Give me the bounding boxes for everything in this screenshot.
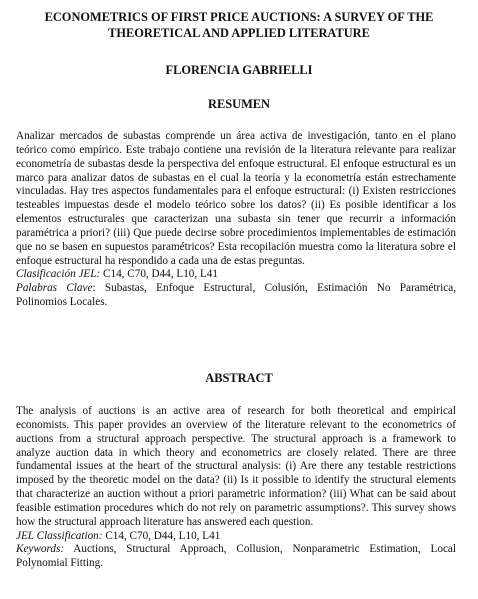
author-name: FLORENCIA GABRIELLI	[165, 63, 313, 77]
abstract-section	[16, 405, 456, 571]
abstract-heading: ABSTRACT	[205, 371, 273, 385]
abstract-keywords-label: Keywords:	[16, 543, 65, 556]
paper-title: ECONOMETRICS OF FIRST PRICE AUCTIONS: A SURVEY OF THE THEORETICAL AND APPLIED LITERATURE	[44, 10, 434, 40]
resumen-jel-label: Clasificación JEL:	[16, 268, 101, 281]
abstract-keywords: Auctions, Structural Approach, Collusion, Nonparametric Estimation, Local Polynomial Fitting.	[16, 543, 456, 570]
abstract-jel-label: JEL Classification:	[16, 529, 103, 542]
abstract-jel-codes: C14, C70, D44, L10, L41	[102, 529, 221, 542]
resumen-keywords-line	[16, 282, 456, 310]
resumen-keywords-label: Palabras Clave	[16, 282, 93, 295]
abstract-keywords-line	[16, 543, 456, 571]
resumen-section	[16, 130, 456, 310]
abstract-paragraph: The analysis of auctions is an active area of research for both theoretical and empirical economists. This paper provides an overview of the literature relevant to the econometrics of auctions from a structural approach perspective. The structural approach is a framework to analyze auction data in which theory and econometrics are closely related. There are three fundamental issues at the heart of the structural analysis: (i) Are there any testable restrictions imposed by the theoretic model on the data? (ii) Is it possible to identify the structural elements that characterize an auction without a priori parametric information? (iii) What can be said about feasible estimation procedures which do not rely on parametric assumptions?. This survey shows how the structural approach literature has answered each question.	[16, 405, 456, 528]
resumen-keywords: : Subastas, Enfoque Estructural, Colusión, Estimación No Paramétrica, Polinomios Locales.	[16, 282, 456, 309]
resumen-jel-codes: C14, C70, D44, L10, L41	[100, 268, 218, 281]
abstract-jel-line	[16, 530, 456, 544]
resumen-heading: RESUMEN	[208, 97, 270, 111]
resumen-paragraph: Analizar mercados de subastas comprende un área activa de investigación, tanto en el plano teórico como empírico. Este trabajo contiene una revisión de la literatura relevante para realizar econometría de subastas desde la perspectiva del enfoque estructural. El enfoque estructural es un marco para analizar datos de subastas en el cual la teoría y la econometría están estrechamente vinculadas. Hay tres aspectos fundamentales para el enfoque estructural: (i) Existen restricciones testeables impuestas desde el modelo teórico sobre los datos? (ii) Es posible identificar a los elementos estructurales que caracterizan una subasta sin tener que recurrir a información paramétrica a priori? (iii) Que puede decirse sobre procedimientos implementables de estimación que no se basen en supuestos paramétricos? Esta recopilación muestra como la literatura sobre el enfoque estructural ha respondido a cada una de estas preguntas.	[16, 130, 456, 267]
resumen-jel-line	[16, 268, 456, 282]
